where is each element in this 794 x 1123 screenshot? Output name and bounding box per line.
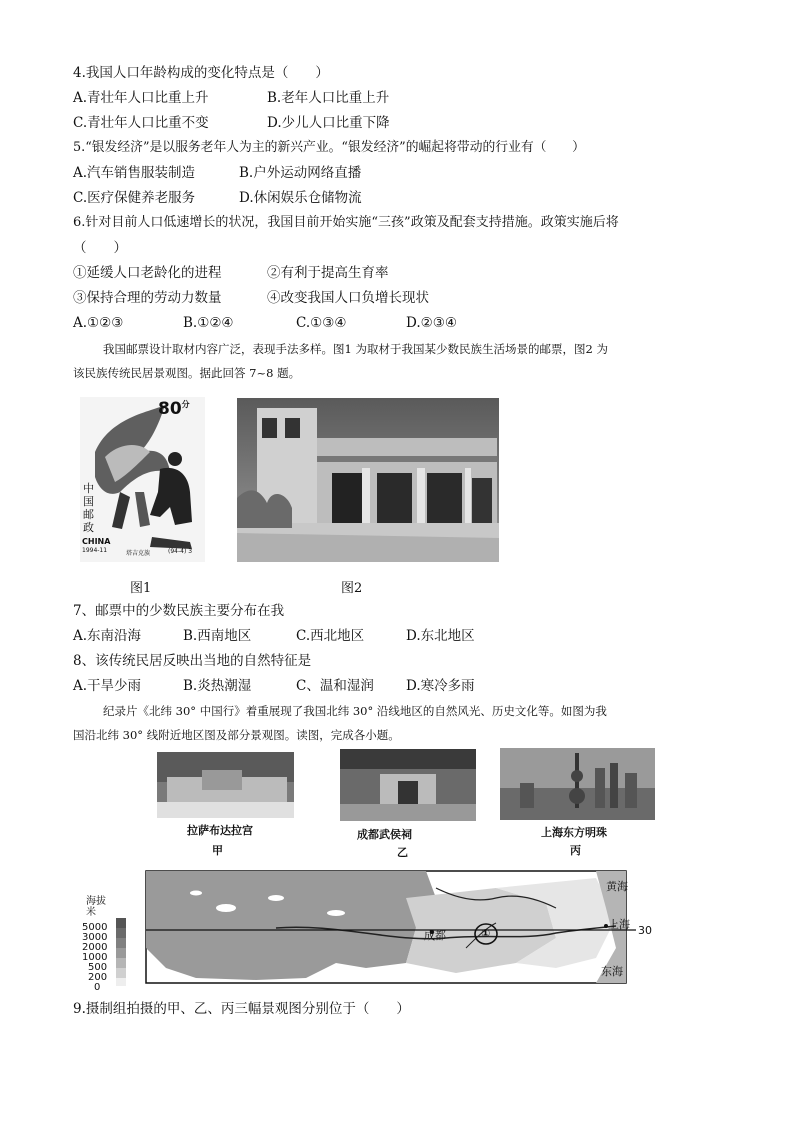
legend-value-3000: 3000 [82,932,108,943]
intro-78-line2: 该民族传统民居景观图。据此回答 7~8 题。 [73,366,301,380]
q6-statement-3: ③保持合理的劳动力数量 [73,290,222,306]
stamp-country: CHINA [82,537,111,546]
q7-option-c: C.西北地区 [296,628,365,644]
fig2-caption: 图2 [341,581,363,596]
intro-9-line1: 纪录片《北纬 30° 中国行》着重展现了我国北纬 30° 沿线地区的自然风光、历史文化等。如图为我 [103,704,607,718]
q4-stem: 4.我国人口年龄构成的变化特点是（ ） [73,65,329,81]
q4-option-a: A.青壮年人口比重上升 [73,90,209,106]
q8-option-d: D.寒冷多雨 [406,678,475,694]
q5-option-c: C.医疗保健养老服务 [73,190,196,206]
scene-tag-yi: 乙 [397,846,408,859]
scene-tag-jia: 甲 [212,844,223,857]
scene-photo-jia [157,752,294,818]
terrain-map-illustration [76,868,656,993]
scene-photo-yi [340,749,476,821]
dwelling-illustration [237,398,499,562]
label-east-sea: 东海 [601,965,623,978]
q5-stem: 5.“银发经济”是以服务老年人为主的新兴产业。“银发经济”的崛起将带动的行业有（ ） [73,140,585,155]
q6-statement-1: ①延缓人口老龄化的进程 [73,265,222,281]
lat30-map [76,868,656,993]
q8-stem: 8、该传统民居反映出当地的自然特征是 [73,653,312,669]
q6-statement-2: ②有利于提高生育率 [267,265,389,281]
q5-option-a: A.汽车销售服装制造 [73,165,196,181]
scene-name-jia: 拉萨布达拉宫 [187,824,253,837]
stamp-value-number: 80 [158,399,182,419]
q6-option-d: D.②③④ [406,315,457,331]
q7-option-a: A.东南沿海 [73,628,142,644]
legend-unit: 米 [86,907,96,918]
q6-statement-4: ④改变我国人口负增长现状 [267,290,429,306]
scene-name-bing: 上海东方明珠 [541,826,607,839]
intro-78-line1: 我国邮票设计取材内容广泛，表现手法多样。图1 为取材于我国某少数民族生活场景的邮票，图2 为 [103,342,608,356]
legend-value-200: 200 [88,972,108,983]
scene-name-yi: 成都武侯祠 [357,828,412,841]
legend-value-500: 500 [88,962,108,973]
scene-tag-bing: 丙 [570,844,581,857]
q4-option-b: B.老年人口比重上升 [267,90,390,106]
q6-stem-line1: 6.针对目前人口低速增长的状况，我国目前开始实施“三孩”政策及配套支持措施。政策实施后将 [73,215,619,230]
wuhou-shrine-illustration [340,749,476,821]
stamp-postal-text: 中国邮政 [83,482,94,534]
stamp-value-unit: 分 [181,400,190,409]
label-mark-1: ① [481,927,491,940]
q6-stem-line2: （ ） [73,240,127,256]
legend-value-5000: 5000 [82,922,108,933]
q8-option-a: A.干旱少雨 [73,678,142,694]
fig1-caption: 图1 [130,581,152,596]
q8-option-c: C、温和湿润 [296,678,374,694]
q6-option-b: B.①②④ [183,315,234,331]
legend-value-0: 0 [94,982,101,993]
dwelling-photo [237,398,499,562]
legend-value-2000: 2000 [82,942,108,953]
q7-option-b: B.西南地区 [183,628,252,644]
intro-9-line2: 国沿北纬 30° 线附近地区图及部分景观图。读图，完成各小题。 [73,728,400,742]
q4-option-c: C.青壮年人口比重不变 [73,115,209,131]
stamp-code-left: 1994-11 [82,547,108,554]
stamp-code-right: (94-4) 3 [168,548,193,555]
q6-option-c: C.①③④ [296,315,347,331]
label-chengdu: 成都 [424,929,446,942]
potala-palace-illustration [157,752,294,818]
label-lat-30: 30 [638,924,652,937]
q4-option-d: D.少儿人口比重下降 [267,115,390,131]
q8-option-b: B.炎热潮湿 [183,678,252,694]
stamp-code-mid: 塔吉克族 [126,550,151,557]
q5-option-b: B.户外运动网络直播 [239,165,362,181]
q9-stem: 9.摄制组拍摄的甲、乙、丙三幅景观图分别位于（ ） [73,1001,410,1017]
q7-stem: 7、邮票中的少数民族主要分布在我 [73,603,285,619]
legend-title: 海拔 [86,896,106,907]
stamp-figure [80,397,205,562]
q5-option-d: D.休闲娱乐仓储物流 [239,190,362,206]
oriental-pearl-illustration [500,748,655,820]
legend-value-1000: 1000 [82,952,108,963]
q7-option-d: D.东北地区 [406,628,475,644]
label-yellow-sea: 黄海 [606,880,628,893]
scene-photo-bing [500,748,655,820]
q6-option-a: A.①②③ [73,315,124,331]
stamp-value [158,399,190,419]
label-shanghai: 上海 [608,918,630,931]
